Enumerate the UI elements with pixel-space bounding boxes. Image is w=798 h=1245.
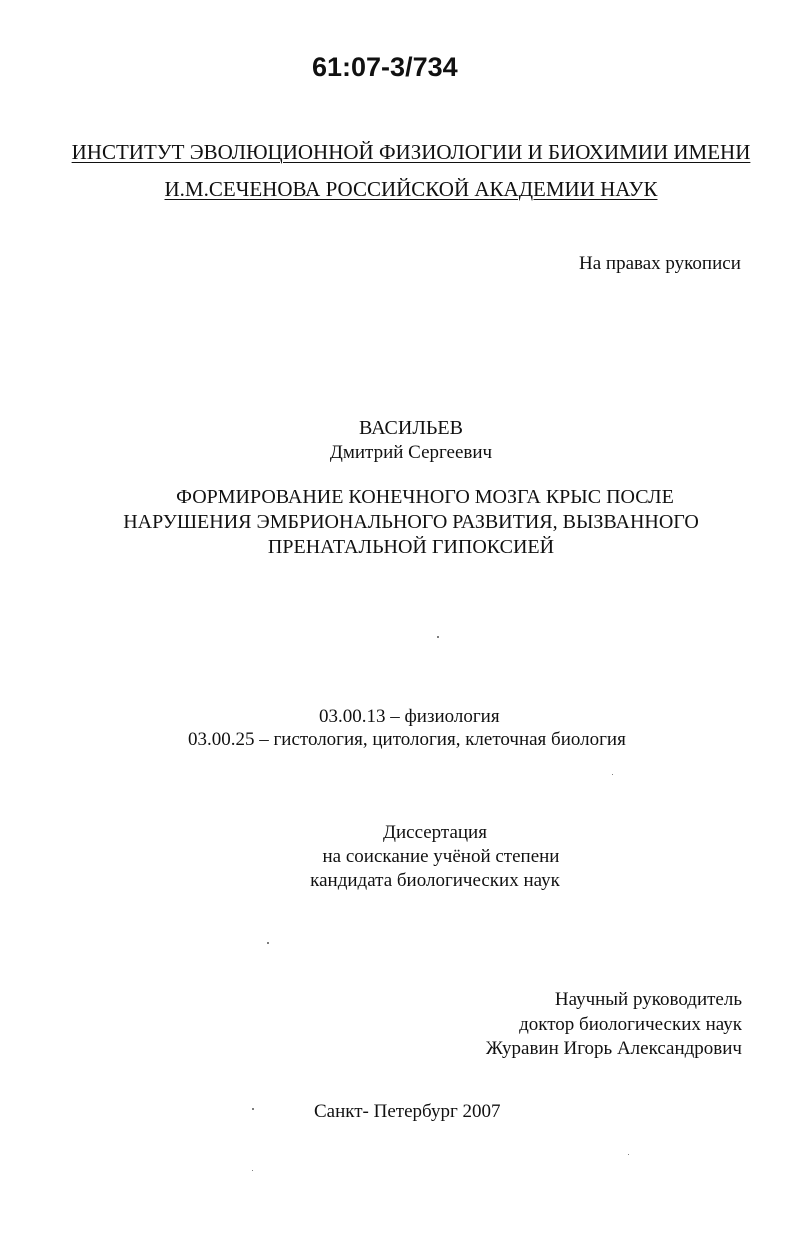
scan-speck [267, 942, 269, 944]
author-surname: ВАСИЛЬЕВ [359, 417, 463, 439]
thesis-title-line-1: ФОРМИРОВАНИЕ КОНЕЧНОГО МОЗГА КРЫС ПОСЛЕ [176, 486, 674, 508]
scan-speck [252, 1170, 253, 1171]
scan-speck [252, 1108, 254, 1110]
specialty-line-1: 03.00.13 – физиология [319, 706, 500, 727]
dissertation-line-1: Диссертация [383, 822, 487, 843]
city-year: Санкт- Петербург 2007 [314, 1101, 501, 1122]
supervisor-name: Журавин Игорь Александрович [485, 1038, 742, 1059]
scan-speck [628, 1154, 629, 1155]
institute-name-line-2: И.М.СЕЧЕНОВА РОССИЙСКОЙ АКАДЕМИИ НАУК [164, 177, 658, 201]
specialty-line-2: 03.00.25 – гистология, цитология, клеточная биология [188, 729, 626, 750]
manuscript-note: На правах рукописи [579, 253, 741, 274]
author-name: Дмитрий Сергеевич [329, 442, 493, 463]
thesis-title-line-2: НАРУШЕНИЯ ЭМБРИОНАЛЬНОГО РАЗВИТИЯ, ВЫЗВАННОГО [123, 511, 699, 533]
supervisor-label: Научный руководитель [554, 989, 742, 1010]
dissertation-line-3: кандидата биологических наук [310, 870, 560, 891]
scan-speck [437, 636, 439, 638]
supervisor-degree: доктор биологических наук [519, 1014, 742, 1035]
scan-speck [612, 774, 613, 775]
archive-code: 61:07-3/734 [312, 52, 458, 82]
dissertation-line-2: на соискание учёной степени [322, 846, 560, 867]
thesis-title-line-3: ПРЕНАТАЛЬНОЙ ГИПОКСИЕЙ [267, 536, 555, 558]
institute-name-line-1: ИНСТИТУТ ЭВОЛЮЦИОННОЙ ФИЗИОЛОГИИ И БИОХИМИИ ИМЕНИ [71, 140, 751, 164]
